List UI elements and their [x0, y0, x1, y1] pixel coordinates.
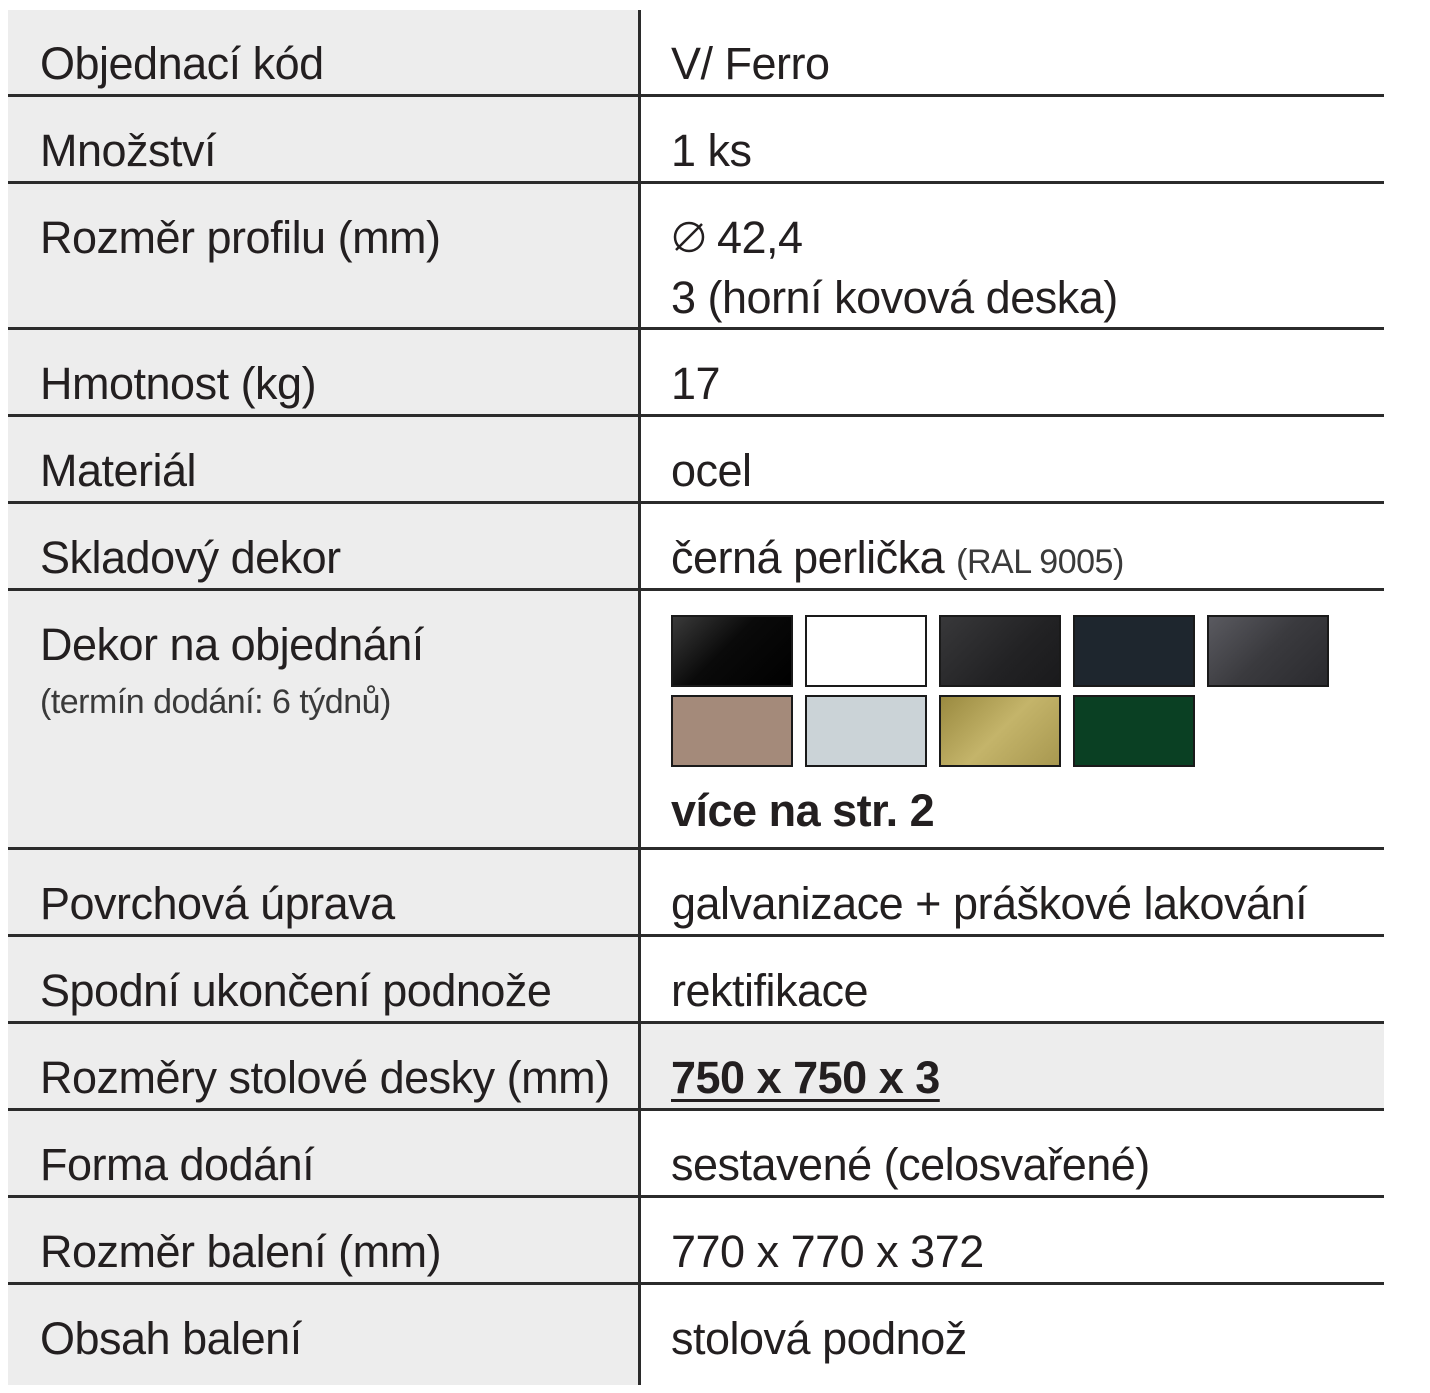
profile-diameter-line — [671, 208, 1374, 268]
value-stock-decor — [638, 504, 1384, 591]
diameter-icon — [671, 219, 707, 255]
label-package-size: Rozměr balení (mm) — [8, 1198, 638, 1285]
decor-delivery-note: (termín dodání: 6 týdnů) — [40, 683, 391, 721]
value-profile-size — [638, 184, 1384, 330]
label-profile-size: Rozměr profilu (mm) — [8, 184, 638, 330]
label-surface-finish: Povrchová úprava — [8, 850, 638, 937]
value-decor-on-order — [638, 591, 1384, 850]
value-package-content: stolová podnož — [638, 1285, 1384, 1385]
value-delivery-form: sestavené (celosvařené) — [638, 1111, 1384, 1198]
label-material: Materiál — [8, 417, 638, 504]
value-order-code: V/ Ferro — [638, 10, 1384, 97]
tabletop-size-text: 750 x 750 x 3 — [671, 1052, 940, 1103]
label-stock-decor: Skladový dekor — [8, 504, 638, 591]
value-material: ocel — [638, 417, 1384, 504]
stock-decor-name: černá perlička — [671, 532, 945, 583]
profile-diameter-value: 42,4 — [717, 212, 803, 263]
label-package-content: Obsah balení — [8, 1285, 638, 1385]
swatch-light-grey — [805, 695, 927, 767]
value-quantity: 1 ks — [638, 97, 1384, 184]
value-surface-finish: galvanizace + práškové lakování — [638, 850, 1384, 937]
swatch-beige-brown — [671, 695, 793, 767]
swatch-graphite-metallic — [1207, 615, 1329, 687]
decor-on-order-title: Dekor na objednání — [40, 619, 424, 670]
swatch-dark-green — [1073, 695, 1195, 767]
spec-table — [8, 10, 1384, 1385]
color-swatches — [671, 615, 1374, 767]
label-base-ending: Spodní ukončení podnože — [8, 937, 638, 1024]
value-package-size: 770 x 770 x 372 — [638, 1198, 1384, 1285]
label-tabletop-size: Rozměry stolové desky (mm) — [8, 1024, 638, 1111]
swatch-white — [805, 615, 927, 687]
label-quantity: Množství — [8, 97, 638, 184]
label-delivery-form: Forma dodání — [8, 1111, 638, 1198]
label-order-code: Objednací kód — [8, 10, 638, 97]
profile-plate-thickness: 3 (horní kovová deska) — [671, 272, 1118, 323]
more-decors-link[interactable]: více na str. 2 — [671, 785, 935, 836]
value-tabletop-size — [638, 1024, 1384, 1111]
swatch-gold-metallic — [939, 695, 1061, 767]
swatch-black-glossy — [671, 615, 793, 687]
swatch-anthracite-dark — [1073, 615, 1195, 687]
swatch-black-textured — [939, 615, 1061, 687]
value-base-ending: rektifikace — [638, 937, 1384, 1024]
stock-decor-ral: (RAL 9005) — [956, 543, 1124, 581]
label-weight: Hmotnost (kg) — [8, 330, 638, 417]
label-decor-on-order — [8, 591, 638, 850]
value-weight: 17 — [638, 330, 1384, 417]
